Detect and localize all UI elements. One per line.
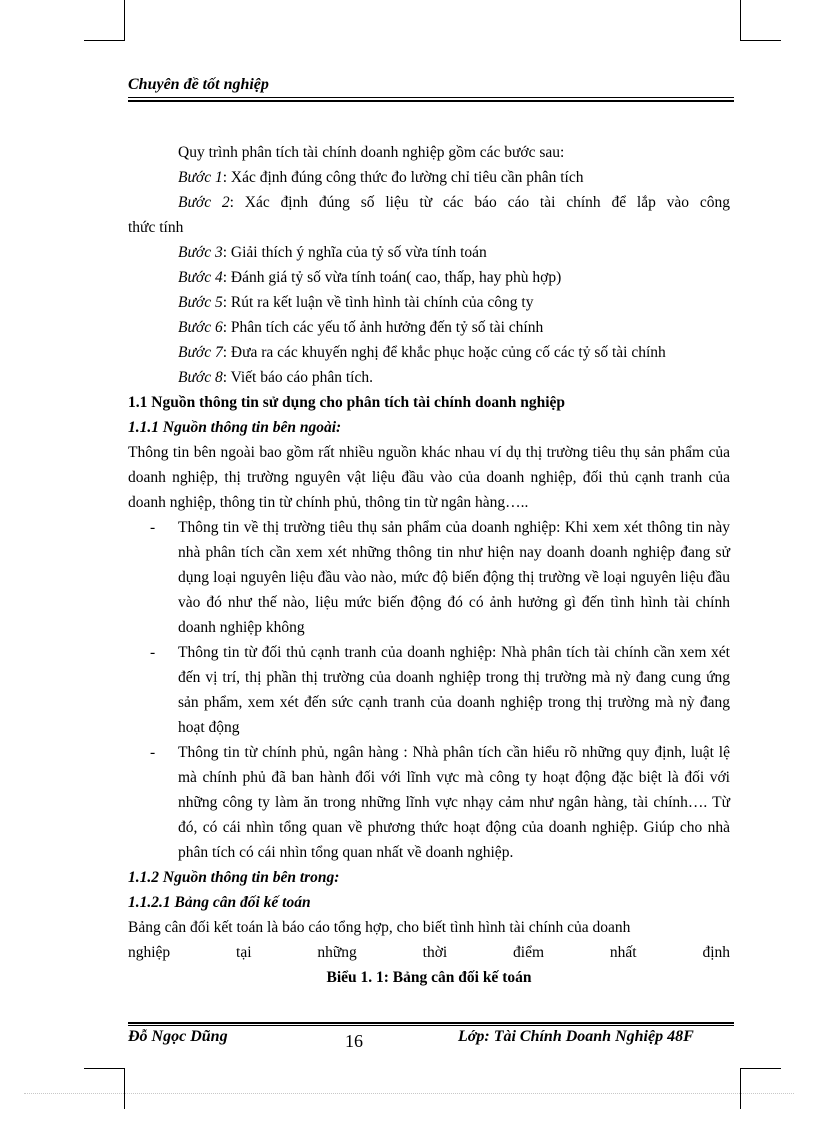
- step-6: Bước 6: Phân tích các yếu tố ảnh hưởng đến tỷ số tài chính: [178, 319, 544, 336]
- bullet-item: [128, 515, 730, 640]
- bullet-text: Thông tin từ đối thủ cạnh tranh của doanh nghiệp: Nhà phân tích tài chính cần xem xét đến vị trí, thị phần thị trường của doanh nghiệp trong thị trường mà nỳ đang cung ứng sản phẩm, xem xét đến sức cạnh tranh của doanh nghiệp trong thị trường mà nỳ đang hoạt động: [178, 644, 730, 736]
- dash-marker: -: [150, 644, 156, 661]
- crop-mark-top-right: [740, 0, 781, 41]
- bullet-item: [128, 640, 730, 740]
- dash-marker: -: [150, 744, 156, 761]
- page-number: 16: [345, 1031, 363, 1051]
- step-2-continued: thức tính: [128, 219, 184, 236]
- crop-mark-top-left: [84, 0, 125, 41]
- footer-rule-thick: [128, 1022, 734, 1024]
- page-bottom-dotted-line: [24, 1093, 794, 1094]
- header-title: Chuyên đề tốt nghiệp: [128, 76, 269, 93]
- external-intro-paragraph: Thông tin bên ngoài bao gồm rất nhiều nguồn khác nhau ví dụ thị trường tiêu thụ sản phẩm của doanh nghiệp, thị trường nguyên vật liệu đầu vào của doanh nghiệp, đối thủ cạnh tranh của doanh nghiệp, thông tin từ chính phủ, thông tin từ ngân hàng…..: [128, 444, 730, 511]
- section-heading-1-1: 1.1 Nguồn thông tin sử dụng cho phân tích tài chính doanh nghiệp: [128, 394, 565, 411]
- crop-mark-bottom-left: [84, 1068, 125, 1109]
- balance-sheet-line-2: nghiệp tại những thời điểm nhất định: [128, 944, 730, 961]
- table-caption: Biểu 1. 1: Bảng cân đối kế toán: [326, 969, 532, 986]
- bullet-text: Thông tin về thị trường tiêu thụ sản phẩm của doanh nghiệp: Khi xem xét thông tin này nhà phân tích cần xem xét những thông tin như hiện nay doanh doanh nghiệp đang sử dụng loại nguyên liệu đầu vào nào, mức độ biến động thị trường về loại nguyên liệu đầu vào đó như thế nào, liệu mức biến động đó có ảnh hưởng gì đến tình hình tài chính doanh nghiệp không: [178, 519, 730, 636]
- dash-marker: -: [150, 519, 156, 536]
- intro-paragraph: Quy trình phân tích tài chính doanh nghiệp gồm các bước sau:: [178, 144, 565, 161]
- step-5: Bước 5: Rút ra kết luận về tình hình tài chính của công ty: [178, 294, 534, 311]
- footer-rule-thin: [128, 1025, 734, 1026]
- footer-author: Đỗ Ngọc Dũng: [128, 1028, 228, 1045]
- step-3: Bước 3: Giải thích ý nghĩa của tỷ số vừa tính toán: [178, 244, 487, 261]
- crop-mark-bottom-right: [740, 1068, 781, 1109]
- balance-sheet-line-1: Bảng cân đối kết toán là báo cáo tổng hợp, cho biết tình hình tài chính của doanh: [128, 919, 631, 936]
- footer-class: Lớp: Tài Chính Doanh Nghiệp 48F: [458, 1028, 694, 1045]
- step-2: Bước 2: Xác định đúng số liệu từ các báo cáo tài chính để lắp vào công: [178, 194, 730, 211]
- step-4: Bước 4: Đánh giá tỷ số vừa tính toán( cao, thấp, hay phù hợp): [178, 269, 562, 286]
- header-rule-thick: [128, 100, 734, 102]
- section-heading-1-1-2-1: 1.1.2.1 Bảng cân đối kế toán: [128, 894, 311, 911]
- step-8: Bước 8: Viết báo cáo phân tích.: [178, 369, 373, 386]
- bullet-item: [128, 740, 730, 865]
- header-rule-thin: [128, 97, 734, 98]
- page-content: [128, 140, 730, 990]
- section-heading-1-1-1: 1.1.1 Nguồn thông tin bên ngoài:: [128, 419, 342, 436]
- bullet-text: Thông tin từ chính phủ, ngân hàng : Nhà phân tích cần hiểu rõ những quy định, luật lệ mà chính phủ đã ban hành đối với lĩnh vực mà công ty hoạt động đặc biệt là đối với những công ty làm ăn trong những lĩnh vực nhạy cảm như ngân hàng, tài chính…. Từ đó, có cái nhìn tổng quan về phương thức hoạt động của doanh nghiệp. Giúp cho nhà phân tích có cái nhìn tổng quan nhất về doanh nghiệp.: [178, 744, 730, 861]
- step-1: Bước 1: Xác định đúng công thức đo lường chỉ tiêu cần phân tích: [178, 169, 584, 186]
- section-heading-1-1-2: 1.1.2 Nguồn thông tin bên trong:: [128, 869, 340, 886]
- step-7: Bước 7: Đưa ra các khuyến nghị để khắc phục hoặc củng cố các tỷ số tài chính: [178, 344, 666, 361]
